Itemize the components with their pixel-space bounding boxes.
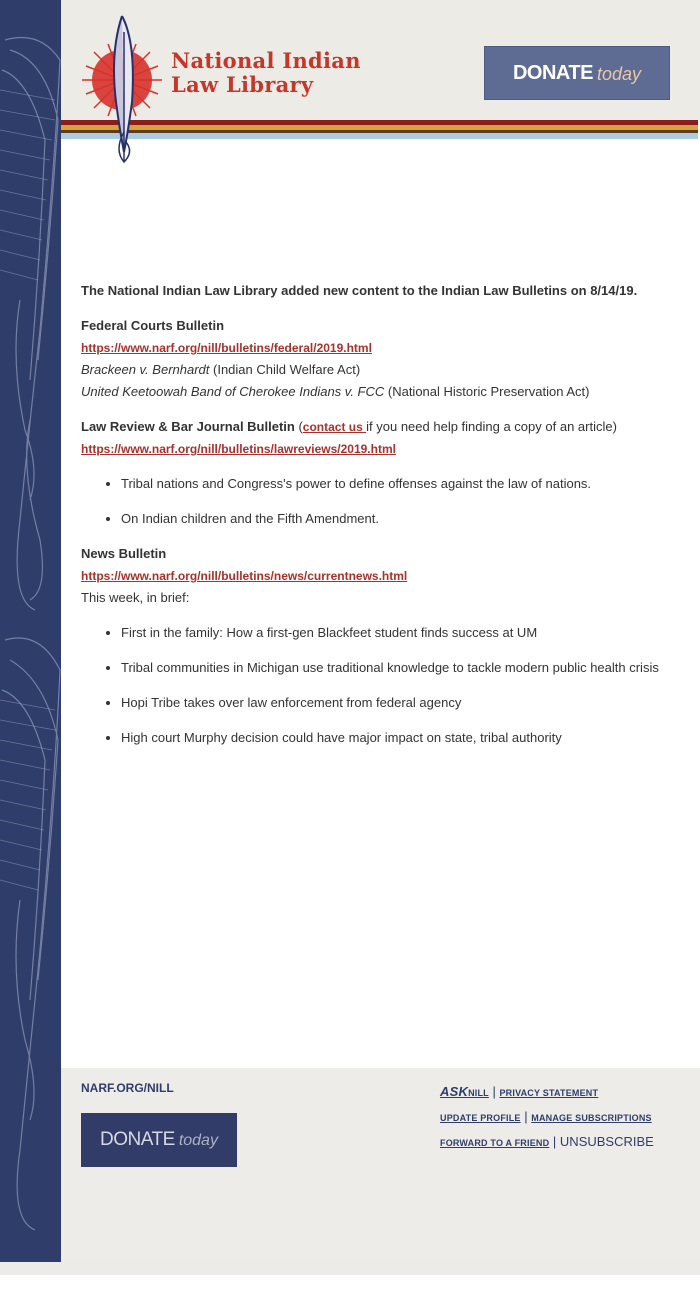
separator: | (520, 1109, 532, 1124)
separator: | (488, 1084, 500, 1099)
list-item: • High court Murphy decision could have major impact on state, tribal authority (121, 727, 681, 749)
case-name: Brackeen v. Bernhardt (81, 362, 210, 377)
feather-pattern-icon (0, 0, 61, 1262)
lawreview-open-paren: ( (294, 419, 303, 434)
ask-label: ASK (440, 1084, 469, 1099)
federal-case-1 (81, 359, 681, 381)
lawreview-bulletin-link[interactable]: https://www.narf.org/nill/bulletins/lawreviews/2019.html (81, 442, 396, 456)
donate-label: DONATE (100, 1129, 175, 1150)
ask-suffix: NILL (468, 1088, 489, 1098)
narf-site-link[interactable]: NARF.ORG/NILL (81, 1081, 174, 1095)
donate-sub-label: today (178, 1132, 218, 1149)
footer-donate-button[interactable] (81, 1113, 237, 1167)
left-feather-column (0, 0, 61, 1262)
privacy-statement-link[interactable]: PRIVACY STATEMENT (499, 1088, 599, 1098)
federal-bulletin-link[interactable]: https://www.narf.org/nill/bulletins/federal/2019.html (81, 341, 372, 355)
manage-subscriptions-link[interactable]: MANAGE SUBSCRIPTIONS (531, 1113, 652, 1123)
unsubscribe-link[interactable]: UNSUBSCRIBE (559, 1134, 654, 1149)
nill-logo-text (171, 49, 361, 97)
case-note: (National Historic Preservation Act) (384, 384, 590, 399)
news-bulletin-link[interactable]: https://www.narf.org/nill/bulletins/news/currentnews.html (81, 569, 408, 583)
logo-line-2: Law Library (171, 72, 314, 97)
federal-case-2 (81, 381, 681, 403)
donate-sub-label: today (596, 63, 641, 84)
donate-label: DONATE (512, 61, 593, 84)
forward-to-friend-link[interactable]: FORWARD TO A FRIEND (440, 1138, 550, 1148)
donate-today-button[interactable] (484, 46, 670, 100)
footer (61, 1068, 700, 1262)
contact-us-link[interactable]: contact us (302, 420, 367, 434)
lawreview-heading (81, 416, 681, 438)
list-item: • Hopi Tribe takes over law enforcement from federal agency (121, 692, 681, 714)
case-note: (Indian Child Welfare Act) (209, 362, 361, 377)
separator: | (549, 1134, 560, 1149)
list-item: • Tribal communities in Michigan use traditional knowledge to tackle modern public health crisis (121, 657, 681, 679)
nill-logo-feather-icon (78, 12, 168, 172)
news-bulletin-title: News Bulletin (81, 546, 167, 561)
ask-nill-link[interactable] (440, 1084, 489, 1099)
bulletin-content (81, 280, 681, 762)
bottom-band (0, 1262, 700, 1275)
news-brief-label: This week, in brief: (81, 590, 190, 605)
intro-text: The National Indian Law Library added new content to the Indian Law Bulletins on 8/14/19. (81, 283, 638, 298)
list-item: • Tribal nations and Congress's power to define offenses against the law of nations. (121, 473, 681, 495)
federal-bulletin-title: Federal Courts Bulletin (81, 318, 225, 333)
lawreview-bulletin-title: Law Review & Bar Journal Bulletin (81, 419, 295, 434)
lawreview-suffix: if you need help finding a copy of an article) (366, 419, 617, 434)
news-list (81, 622, 681, 749)
list-item: • On Indian children and the Fifth Amendment. (121, 508, 681, 530)
case-name: United Keetoowah Band of Cherokee Indians v. FCC (81, 384, 385, 399)
lawreview-list (81, 473, 681, 530)
list-item: • First in the family: How a first-gen Blackfeet student finds success at UM (121, 622, 681, 644)
footer-links (440, 1080, 680, 1155)
logo-line-1: National Indian (171, 48, 361, 73)
update-profile-link[interactable]: UPDATE PROFILE (440, 1113, 521, 1123)
